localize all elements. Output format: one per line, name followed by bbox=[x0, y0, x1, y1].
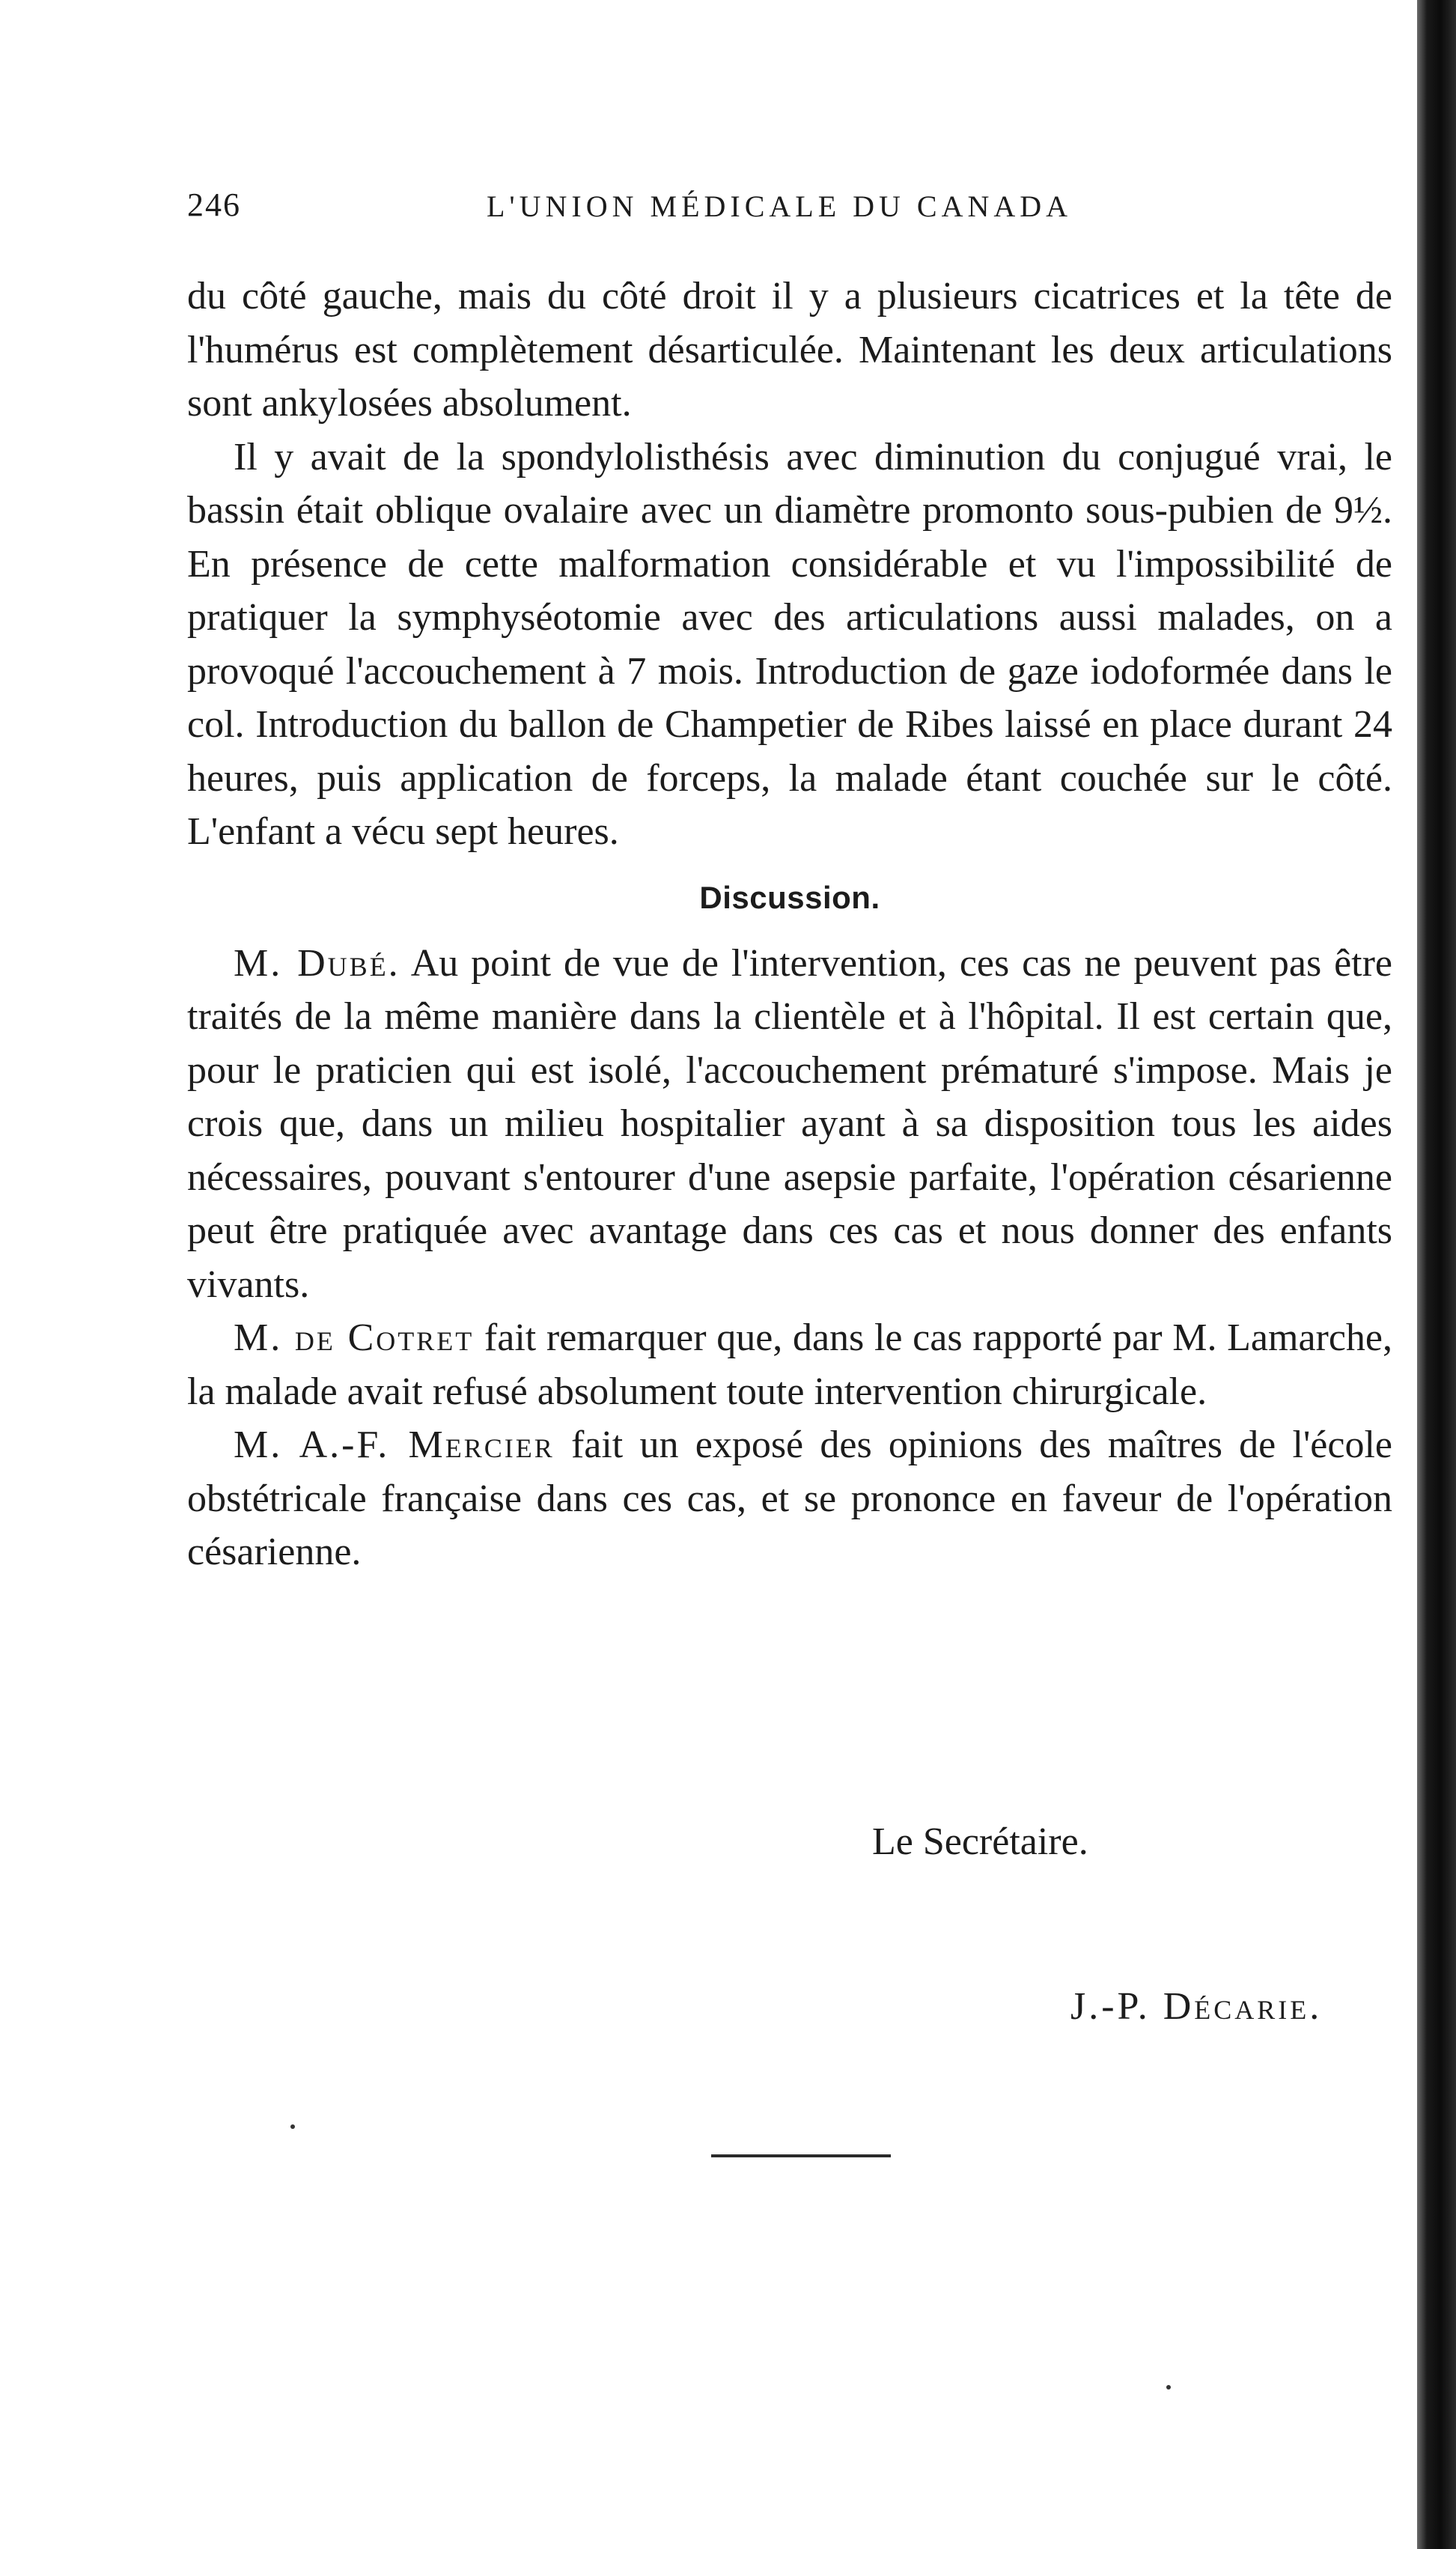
end-rule bbox=[711, 2154, 891, 2157]
paragraph-mercier bbox=[187, 1418, 1392, 1579]
journal-title: L'UNION MÉDICALE DU CANADA bbox=[487, 189, 1073, 223]
speaker-remarks: fait un exposé des opinions des maîtres de l'école obstétricale française dans ces cas, et se prononce en faveur de l'opération césarienne. bbox=[187, 1424, 1392, 1573]
speaker-name: M. de Cotret bbox=[234, 1316, 475, 1359]
speaker-name: M. A.-F. Mercier bbox=[234, 1424, 555, 1466]
speaker-name: M. Dubé. bbox=[234, 941, 400, 985]
paragraph-dube bbox=[187, 937, 1392, 1312]
running-head bbox=[187, 186, 1153, 231]
secretary-signoff: Le Secrétaire. bbox=[872, 1820, 1088, 1863]
paragraph-case-details: Il y avait de la spondylolisthésis avec diminution du conjugué vrai, le bassin était oblique ovalaire avec un diamètre promonto sous-pubien de 9½. En présence de cette malformation considérable et vu l'impossibilité de pratiquer la symphyséotomie avec des articulations aussi malades, on a provoqué l'accouchement à 7 mois. Introduction de gaze iodoformée dans le col. Introduction du ballon de Champetier de Ribes laissé en place durant 24 heures, puis application de forceps, la malade étant couchée sur le côté. L'enfant a vécu sept heures. bbox=[187, 435, 1392, 853]
paragraph-case-continuation: du côté gauche, mais du côté droit il y a plusieurs cicatrices et la tête de l'humérus est complètement désarticulée. Maintenant les deux articulations sont ankylosées absolument. bbox=[187, 275, 1392, 425]
signature-name: J.-P. Décarie. bbox=[1070, 1985, 1323, 2028]
speaker-remarks: fait remarquer que, dans le cas rapporté par M. Lamarche, la malade avait refusé absolument toute intervention chirurgicale. bbox=[187, 1316, 1393, 1413]
body-text bbox=[187, 270, 1392, 1579]
binding-edge bbox=[1417, 0, 1456, 2549]
scan-speck bbox=[1166, 2385, 1171, 2390]
signature bbox=[1070, 1984, 1322, 2029]
speaker-remarks: Au point de vue de l'intervention, ces cas ne peuvent pas être traités de la même manière dans la clientèle et à l'hôpital. Il est certain que, pour le praticien qui est isolé, l'accouchement prématuré s'impose. Mais je crois que, dans un milieu hospitalier ayant à sa disposition tous les aides nécessaires, pouvant s'entourer d'une asepsie parfaite, l'opération césarienne peut être pratiquée avec avantage dans ces cas et nous donner des enfants vivants. bbox=[187, 941, 1392, 1306]
scan-speck bbox=[290, 2124, 295, 2129]
paragraph-de-cotret bbox=[187, 1311, 1392, 1418]
page-number: 246 bbox=[187, 186, 241, 223]
section-heading: Discussion. bbox=[699, 879, 880, 915]
